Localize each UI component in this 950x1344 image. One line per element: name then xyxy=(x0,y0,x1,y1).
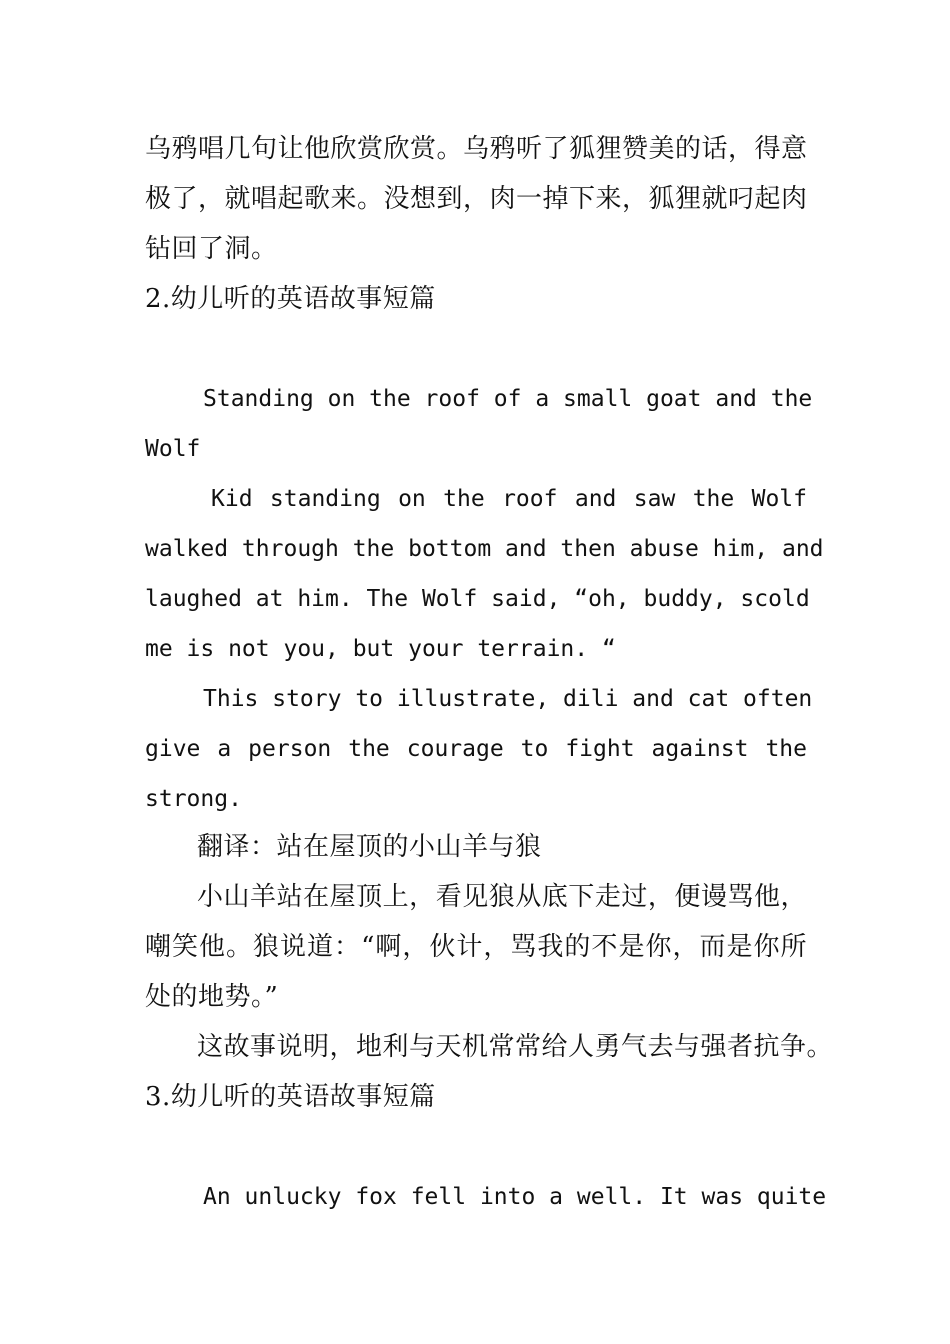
paragraph-line: 这故事说明，地利与天机常常给人勇气去与强者抗争。 xyxy=(197,1032,834,1062)
paragraph-line: 嘲笑他。狼说道：“啊，伙计，骂我的不是你，而是你所 xyxy=(145,932,807,962)
translation-title: 翻译：站在屋顶的小山羊与狼 xyxy=(197,832,542,862)
section-heading-3: 3.幼儿听的英语故事短篇 xyxy=(145,1082,436,1112)
english-paragraph-line: laughed at him. The Wolf said, “oh, buddy, scold xyxy=(145,586,810,612)
paragraph-line: 小山羊站在屋顶上，看见狼从底下走过，便谩骂他， xyxy=(197,882,807,912)
english-paragraph-line: walked through the bottom and then abuse him, and xyxy=(145,536,824,562)
paragraph-line: 处的地势。” xyxy=(145,982,279,1012)
paragraph-line: 乌鸦唱几句让他欣赏欣赏。乌鸦听了狐狸赞美的话，得意 xyxy=(145,134,808,164)
english-paragraph-line: me is not you, but your terrain. “ xyxy=(145,636,616,662)
english-paragraph-line: This story to illustrate, dili and cat often xyxy=(203,686,813,712)
section-heading-2: 2.幼儿听的英语故事短篇 xyxy=(145,284,436,314)
paragraph-line: 钻回了洞。 xyxy=(145,234,278,264)
paragraph-line: 极了，就唱起歌来。没想到，肉一掉下来，狐狸就叼起肉 xyxy=(145,184,808,214)
english-paragraph-line: strong. xyxy=(145,786,242,812)
english-title-line: Wolf xyxy=(145,436,201,462)
english-paragraph-line: give a person the courage to fight against the xyxy=(145,736,807,762)
english-paragraph-line: Kid standing on the roof and saw the Wolf xyxy=(211,486,807,512)
english-title-line: Standing on the roof of a small goat and the xyxy=(203,386,813,412)
english-paragraph-line: An unlucky fox fell into a well. It was quite xyxy=(203,1184,827,1210)
